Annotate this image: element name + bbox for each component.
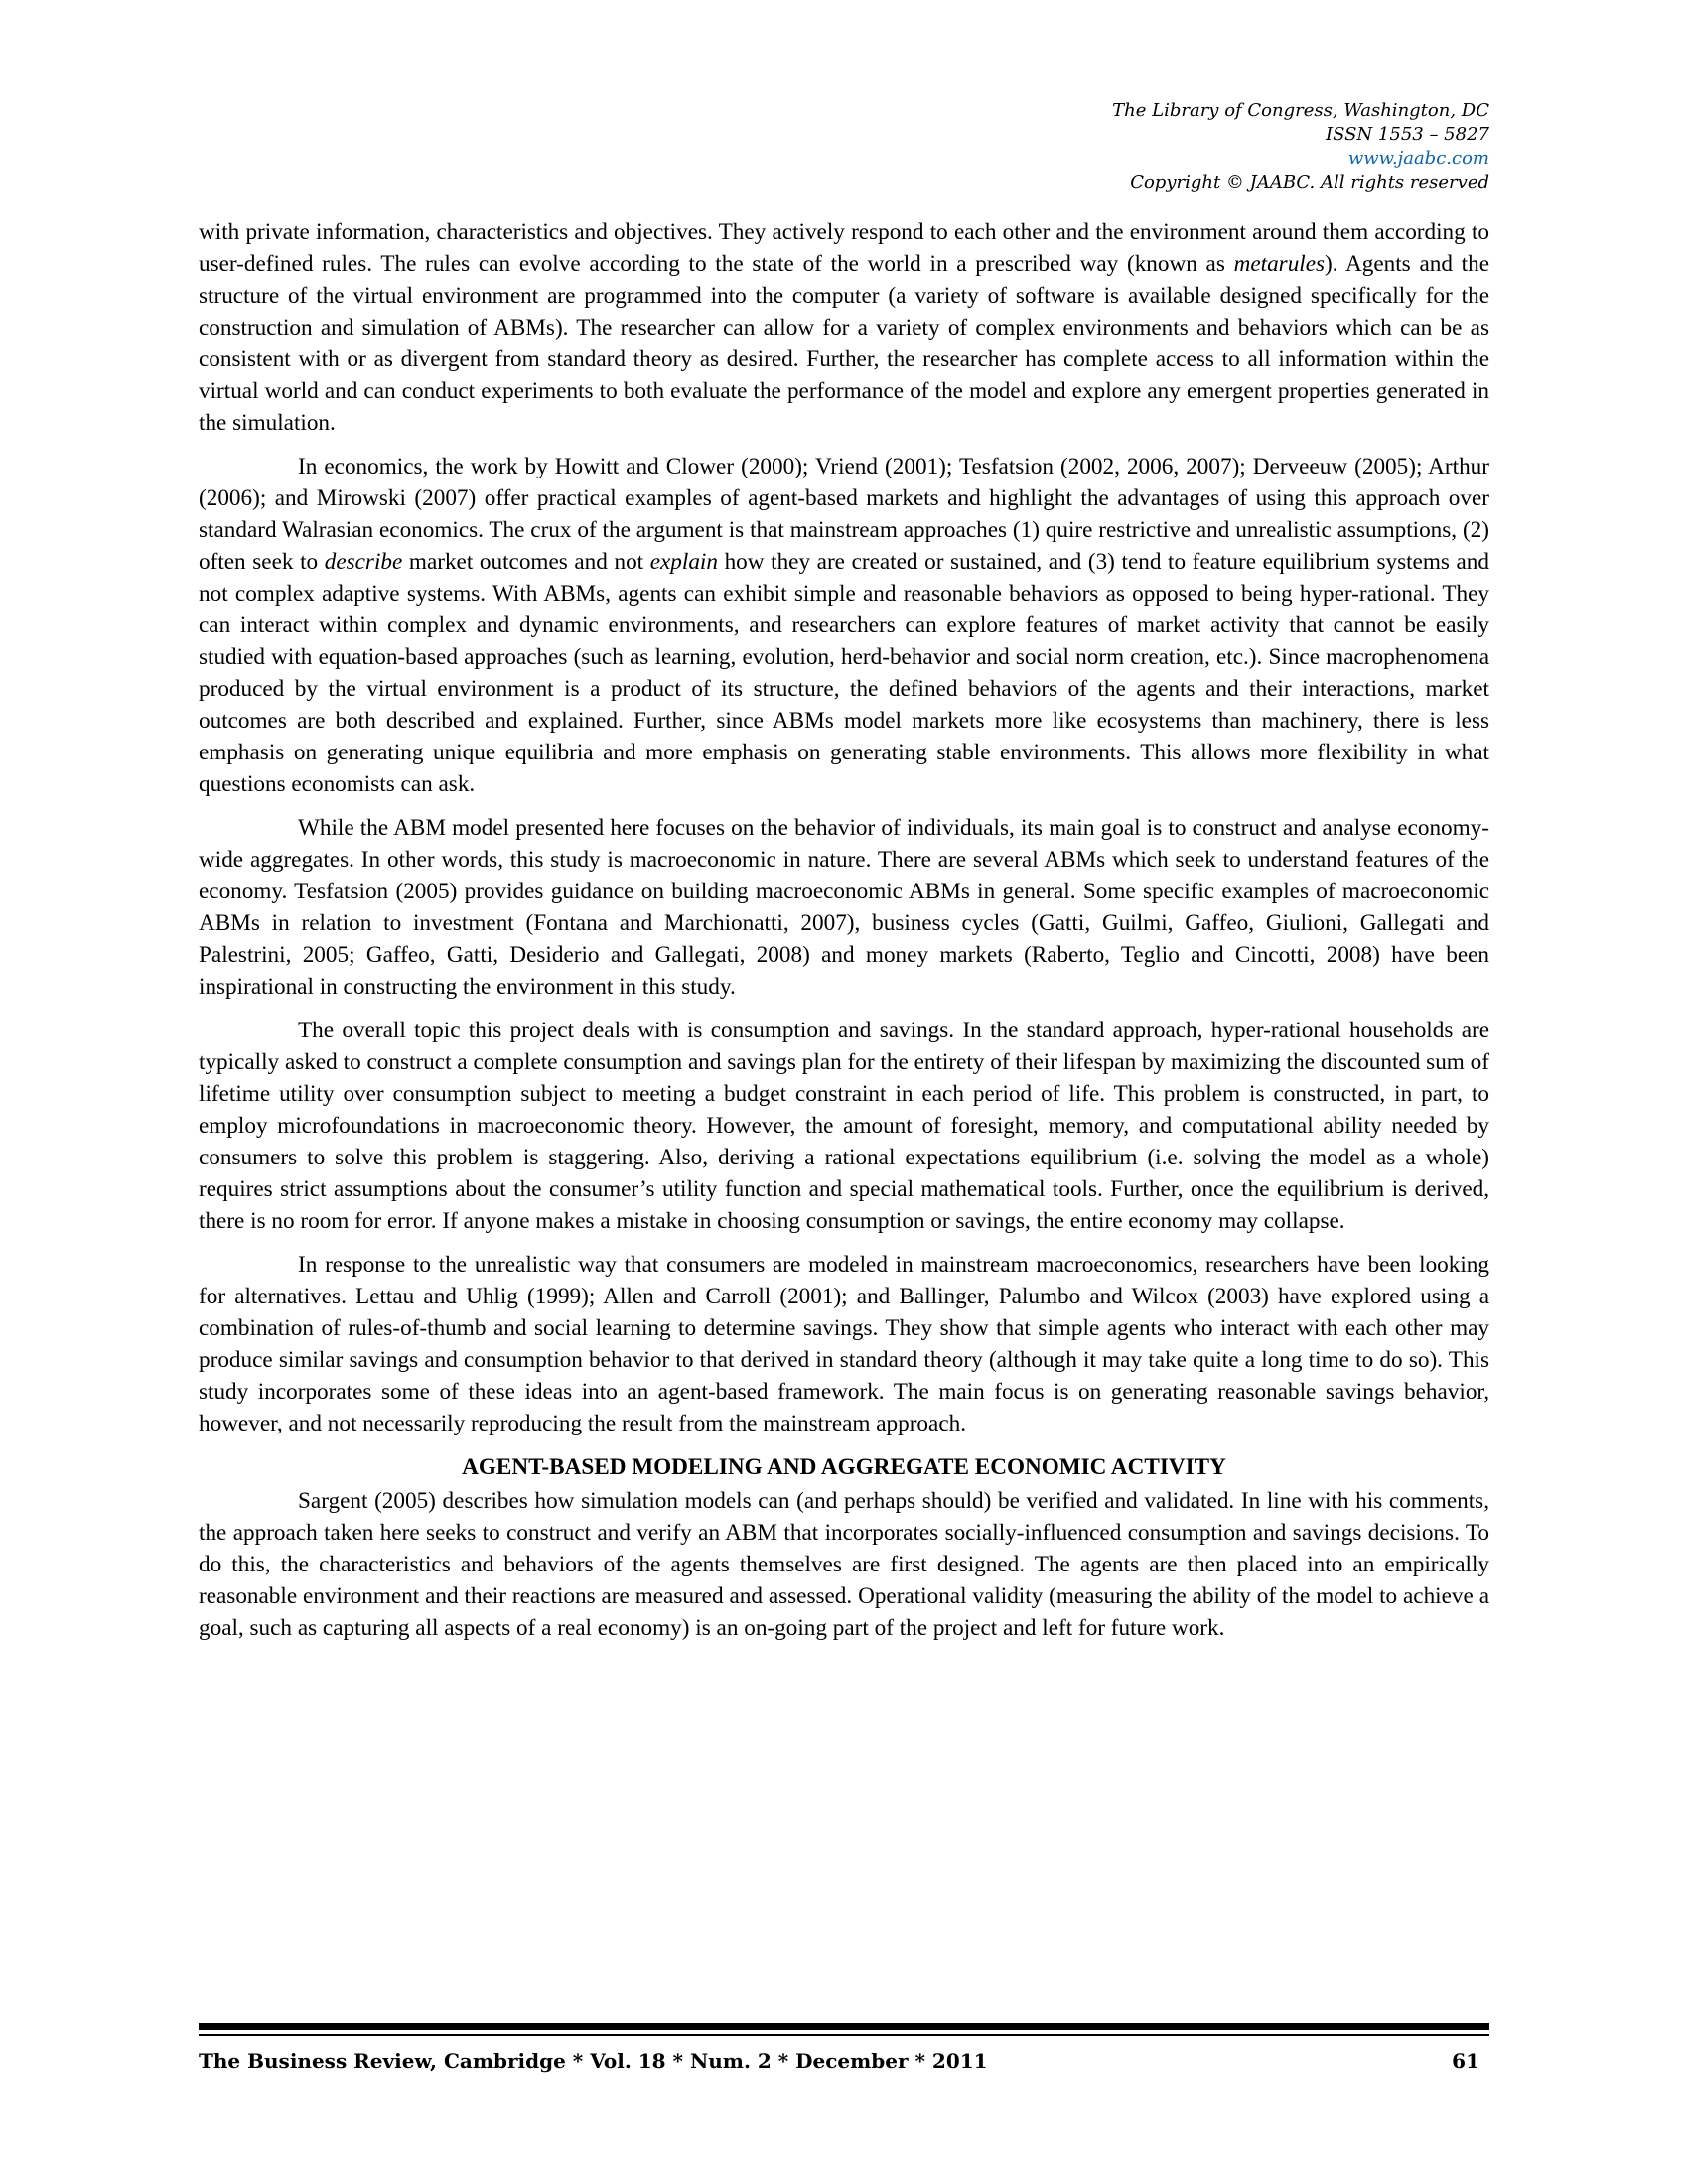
header-library: The Library of Congress, Washington, DC — [1112, 100, 1489, 121]
footer-rule-thin — [199, 2034, 1489, 2036]
paragraph-5: In response to the unrealistic way that consumers are modeled in mainstream macroeconomics, researchers have been looking for alternatives. Lettau and Uhlig (1999); Allen and Carroll (2001); and Ballinger, Palumbo and Wilcox (2003) have explored using a combination of rules-of-thumb and social learning to determine savings. They show that simple agents who interact with each other may produce similar savings and consumption behavior to that derived in standard theory (although it may take quite a long time to do so). This study incorporates some of these ideas into an agent-based framework. The main focus is on generating reasonable savings behavior, however, and not necessarily reproducing the result from the mainstream approach. — [199, 1252, 1489, 1436]
paragraph-2-text-b: market outcomes and not — [402, 549, 650, 575]
header-issn: ISSN 1553 – 5827 — [1326, 124, 1489, 145]
paragraph-4: The overall topic this project deals with is consumption and savings. In the standard approach, hyper-rational households are typically asked to construct a complete consumption and savings plan for the entirety of their lifespan by maximizing the discounted sum of lifetime utility over consumption subject to meeting a budget constraint in each period of life. This problem is constructed, in part, to employ microfoundations in macroeconomic theory. However, the amount of foresight, memory, and computational ability needed by consumers to solve this problem is staggering. Also, deriving a rational expectations equilibrium (i.e. solving the model as a whole) requires strict assumptions about the consumer’s utility function and special mathematical tools. Further, once the equilibrium is derived, there is no room for error. If anyone makes a mistake in choosing consumption or savings, the entire economy may collapse. — [199, 1018, 1489, 1234]
paragraph-2-text-a: In economics, the work by Howitt and Clower (2000); Vriend (2001); Tesfatsion (2002, 2006, 2007); Derveeuw (2005); Arthur (2006); and Mirowski (2007) offer practical examples of agent-based markets and highlight the advantages of using this approach over standard Walrasian economics. The crux of the argument is that mainstream approaches (1) quire restrictive and unrealistic assumptions, (2) often seek to — [199, 454, 1489, 575]
running-footer — [199, 2047, 1489, 2075]
paragraph-3: While the ABM model presented here focuses on the behavior of individuals, its main goal is to construct and analyse economy-wide aggregates. In other words, this study is macroeconomic in nature. There are several ABMs which seek to understand features of the economy. Tesfatsion (2005) provides guidance on building macroeconomic ABMs in general. Some specific examples of macroeconomic ABMs in relation to investment (Fontana and Marchionatti, 2007), business cycles (Gatti, Guilmi, Gaffeo, Giulioni, Gallegati and Palestrini, 2005; Gaffeo, Gatti, Desiderio and Gallegati, 2008) and money markets (Raberto, Teglio and Cincotti, 2008) have been inspirational in constructing the environment in this study. — [199, 815, 1489, 1000]
footer-journal-info: The Business Review, Cambridge * Vol. 18 * Num. 2 * December * 2011 — [199, 2049, 988, 2073]
paragraph-6: Sargent (2005) describes how simulation models can (and perhaps should) be verified and validated. In line with his comments, the approach taken here seeks to construct and verify an ABM that incorporates socially-influenced consumption and savings decisions. To do this, the characteristics and behaviors of the agents themselves are first designed. The agents are then placed into an empirically reasonable environment and their reactions are measured and assessed. Operational validity (measuring the ability of the model to achieve a goal, such as capturing all aspects of a real economy) is an on-going part of the project and left for future work. — [199, 1488, 1489, 1641]
header-copyright: Copyright © JAABC. All rights reserved — [1130, 172, 1489, 193]
paragraph-1 — [199, 216, 1489, 439]
paragraph-2-text-c: how they are created or sustained, and (3) tend to feature equilibrium systems and not complex adaptive systems. With ABMs, agents can exhibit simple and reasonable behaviors as opposed to being hyper-rational. They can interact within complex and dynamic environments, and researchers can explore features of market activity that cannot be easily studied with equation-based approaches (such as learning, evolution, herd-behavior and social norm creation, etc.). Since macrophenomena produced by the virtual environment is a product of its structure, the defined behaviors of the agents and their interactions, market outcomes are both described and explained. Further, since ABMs model markets more like ecosystems than machinery, there is less emphasis on generating unique equilibria and more emphasis on generating stable environments. This allows more flexibility in what questions economists can ask. — [199, 549, 1489, 797]
article-body — [199, 216, 1489, 1656]
paragraph-2-emphasis-1: describe — [324, 549, 403, 575]
paragraph-1-emphasis: metarules — [1233, 251, 1326, 277]
page-number: 61 — [1452, 2049, 1479, 2073]
section-heading: AGENT-BASED MODELING AND AGGREGATE ECONOMIC ACTIVITY — [462, 1454, 1226, 1480]
running-header — [894, 99, 1489, 195]
paragraph-2-emphasis-2: explain — [649, 549, 718, 575]
paragraph-2 — [199, 451, 1489, 800]
header-website-link[interactable]: www.jaabc.com — [1347, 148, 1489, 169]
footer-rule-thick — [199, 2023, 1489, 2030]
paragraph-1-text-a: with private information, characteristics and objectives. They actively respond to each other and the environment around them according to user-defined rules. The rules can evolve according to the state of the world in a prescribed way (known as — [199, 219, 1489, 277]
paragraph-1-text-b: ). Agents and the structure of the virtual environment are programmed into the computer (a variety of software is available designed specifically for the construction and simulation of ABMs). The researcher can allow for a variety of complex environments and behaviors which can be as consistent with or as divergent from standard theory as desired. Further, the researcher has complete access to all information within the virtual world and can conduct experiments to both evaluate the performance of the model and explore any emergent properties generated in the simulation. — [199, 251, 1489, 436]
